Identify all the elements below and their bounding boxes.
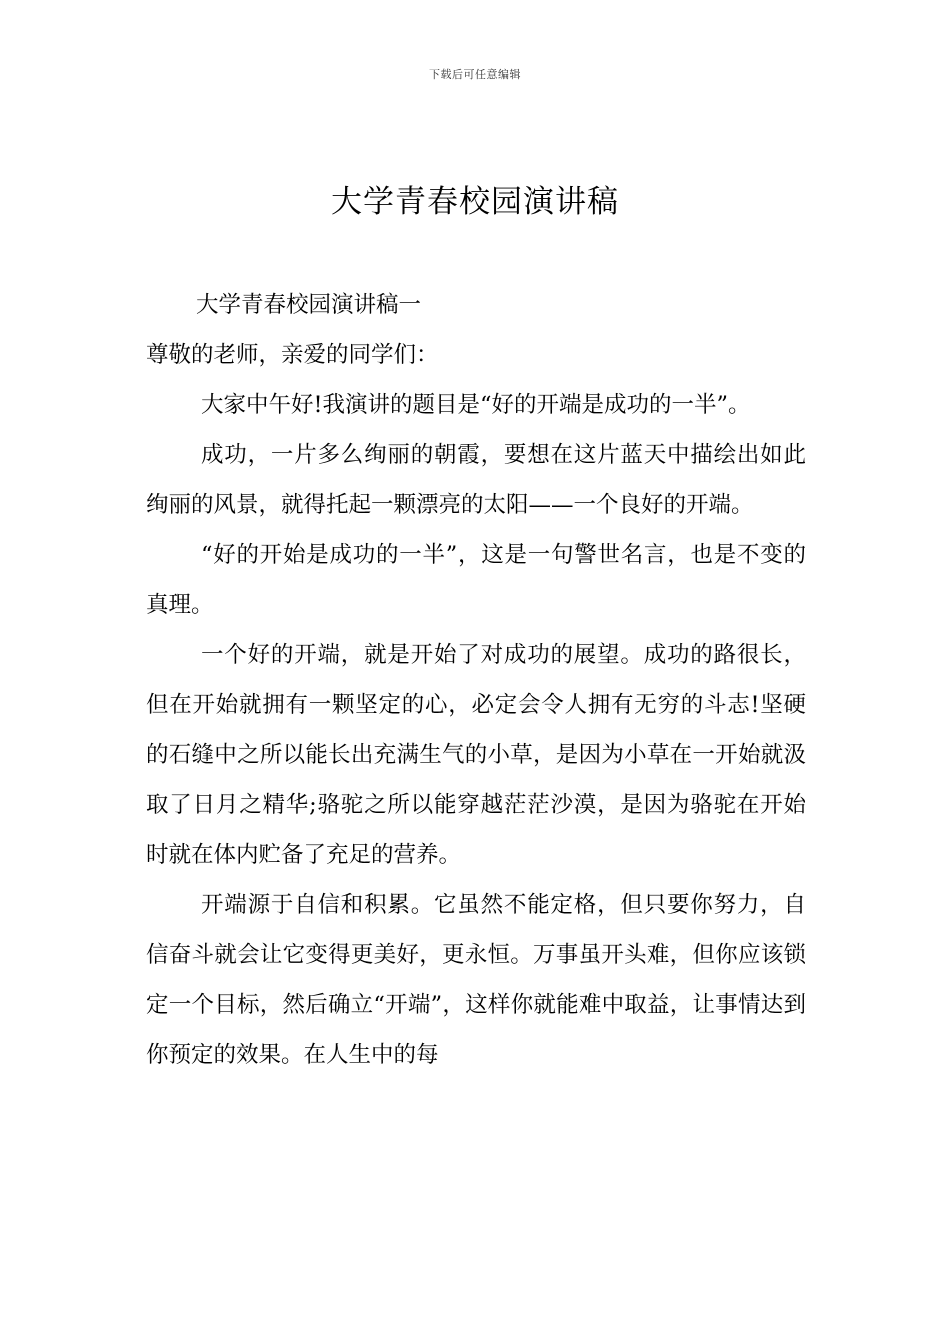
paragraph-3: “好的开始是成功的一半”，这是一句警世名言，也是不变的真理。 bbox=[146, 542, 806, 618]
speech-subtitle: 大学青春校园演讲稿一 bbox=[196, 292, 422, 318]
paragraph-1: 大家中午好!我演讲的题目是“好的开端是成功的一半”。 bbox=[201, 392, 751, 418]
document-title: 大学青春校园演讲稿 bbox=[331, 184, 619, 220]
salutation: 尊敬的老师，亲爱的同学们： bbox=[146, 342, 439, 368]
download-note: 下载后可任意编辑 bbox=[429, 68, 521, 81]
document-body bbox=[146, 280, 806, 1080]
paragraph-4: 一个好的开端，就是开始了对成功的展望。成功的路很长，但在开始就拥有一颗坚定的心，必定会令人拥有无穷的斗志!坚硬的石缝中之所以能长出充满生气的小草，是因为小草在一开始就汲取了日月之精华;骆驼之所以能穿越茫茫沙漠，是因为骆驼在开始时就在体内贮备了充足的营养。 bbox=[146, 642, 806, 868]
paragraph-2: 成功，一片多么绚丽的朝霞，要想在这片蓝天中描绘出如此绚丽的风景，就得托起一颗漂亮的太阳——一个良好的开端。 bbox=[146, 442, 806, 518]
paragraph-5: 开端源于自信和积累。它虽然不能定格，但只要你努力，自信奋斗就会让它变得更美好，更永恒。万事虽开头难，但你应该锁定一个目标，然后确立“开端”，这样你就能难中取益，让事情达到你预定的效果。在人生中的每 bbox=[146, 892, 806, 1068]
